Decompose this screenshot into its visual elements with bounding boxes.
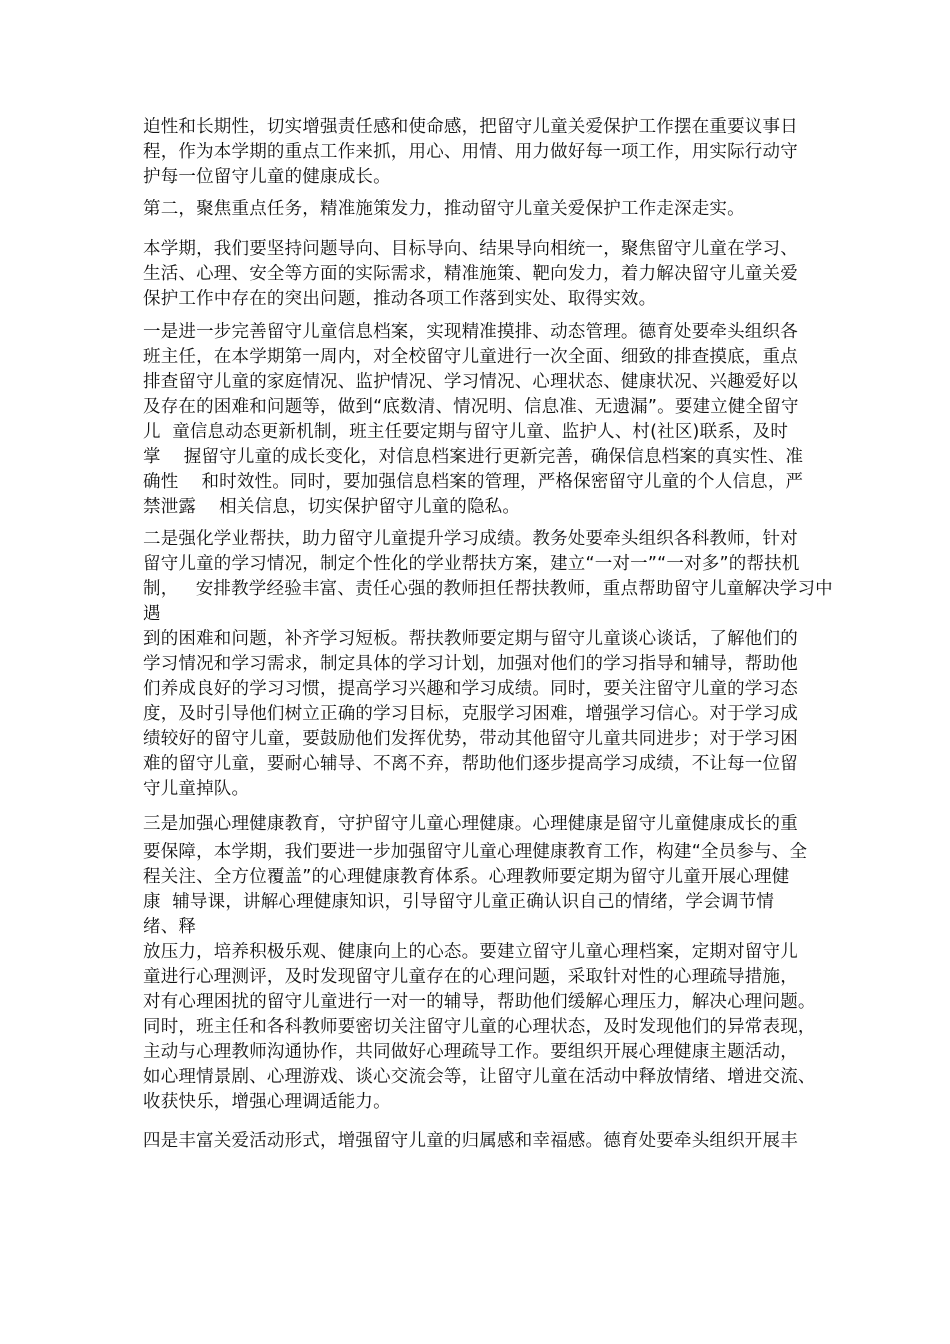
text-line: 保护工作中存在的突出问题，推动各项工作落到实处、取得实效。 xyxy=(143,289,657,309)
text-line: 掌 握留守儿童的成长变化，对信息档案进行更新完善，确保信息档案的真实性、准 xyxy=(143,447,804,467)
text-line: 本学期，我们要坚持问题导向、目标导向、结果导向相统一，聚焦留守儿童在学习、 xyxy=(143,239,798,259)
text-line: 们养成良好的学习习惯，提高学习兴趣和学习成绩。同时，要关注留守儿童的学习态 xyxy=(143,679,798,699)
text-line: 到的困难和问题，补齐学习短板。帮扶教师要定期与留守儿童谈心谈话，了解他们的 xyxy=(143,629,798,649)
text-line: 一是进一步完善留守儿童信息档案，实现精准摸排、动态管理。德育处要牵头组织各 xyxy=(143,322,798,342)
text-line: 同时，班主任和各科教师要密切关注留守儿童的心理状态，及时发现他们的异常表现， xyxy=(143,1017,816,1037)
text-line: 程关注、全方位覆盖”的心理健康教育体系。心理教师要定期为留守儿童开展心理健 xyxy=(143,867,790,887)
text-line: 绪、释 xyxy=(143,917,197,937)
text-line: 难的留守儿童，要耐心辅导、不离不弃，帮助他们逐步提高学习成绩，不让每一位留 xyxy=(143,754,798,774)
text-line: 留守儿童的学习情况，制定个性化的学业帮扶方案，建立“一对一”“一对多”的帮扶机 xyxy=(143,554,800,574)
text-line: 放压力，培养积极乐观、健康向上的心态。要建立留守儿童心理档案，定期对留守儿 xyxy=(143,942,798,962)
text-line: 程，作为本学期的重点工作来抓，用心、用情、用力做好每一项工作，用实际行动守 xyxy=(143,142,798,162)
text-line: 制， 安排教学经验丰富、责任心强的教师担任帮扶教师，重点帮助留守儿童解决学习中 xyxy=(143,579,833,599)
text-line: 班主任，在本学期第一周内，对全校留守儿童进行一次全面、细致的排查摸底，重点 xyxy=(143,347,798,367)
text-line: 度，及时引导他们树立正确的学习目标，克服学习困难，增强学习信心。对于学习成 xyxy=(143,704,798,724)
text-line: 二是强化学业帮扶，助力留守儿童提升学习成绩。教务处要牵头组织各科教师，针对 xyxy=(143,529,798,549)
text-line: 及存在的困难和问题等，做到“底数清、情况明、信息准、无遗漏”。要建立健全留守 xyxy=(143,397,799,417)
text-line: 如心理情景剧、心理游戏、谈心交流会等，让留守儿童在活动中释放情绪、增进交流、 xyxy=(143,1067,816,1087)
text-line: 确性 和时效性。同时，要加强信息档案的管理，严格保密留守儿童的个人信息，严 xyxy=(143,472,804,492)
text-line: 第二，聚焦重点任务，精准施策发力，推动留守儿童关爱保护工作走深走实。 xyxy=(143,199,745,219)
text-line: 禁泄露 相关信息，切实保护留守儿童的隐私。 xyxy=(143,497,521,517)
text-line: 排查留守儿童的家庭情况、监护情况、学习情况、心理状态、健康状况、兴趣爱好以 xyxy=(143,372,798,392)
text-line: 遇 xyxy=(143,604,161,624)
text-line: 对有心理困扰的留守儿童进行一对一的辅导，帮助他们缓解心理压力，解决心理问题。 xyxy=(143,992,816,1012)
text-line: 儿 童信息动态更新机制，班主任要定期与留守儿童、监护人、村(社区)联系，及时 xyxy=(143,422,789,442)
text-line: 四是丰富关爱活动形式，增强留守儿童的归属感和幸福感。德育处要牵头组织开展丰 xyxy=(143,1131,798,1151)
text-line: 收获快乐，增强心理调适能力。 xyxy=(143,1092,391,1112)
text-line: 主动与心理教师沟通协作，共同做好心理疏导工作。要组织开展心理健康主题活动， xyxy=(143,1042,798,1062)
text-line: 三是加强心理健康教育，守护留守儿童心理健康。心理健康是留守儿童健康成长的重 xyxy=(143,814,798,834)
text-line: 守儿童掉队。 xyxy=(143,779,250,799)
text-line: 要保障，本学期，我们要进一步加强留守儿童心理健康教育工作，构建“全员参与、全 xyxy=(143,842,808,862)
text-line: 迫性和长期性，切实增强责任感和使命感，把留守儿童关爱保护工作摆在重要议事日 xyxy=(143,117,798,137)
text-line: 童进行心理测评，及时发现留守儿童存在的心理问题，采取针对性的心理疏导措施， xyxy=(143,967,798,987)
text-line: 康 辅导课，讲解心理健康知识，引导留守儿童正确认识自己的情绪，学会调节情 xyxy=(143,892,775,912)
text-line: 学习情况和学习需求，制定具体的学习计划，加强对他们的学习指导和辅导，帮助他 xyxy=(143,654,798,674)
text-line: 绩较好的留守儿童，要鼓励他们发挥优势，带动其他留守儿童共同进步；对于学习困 xyxy=(143,729,798,749)
text-line: 护每一位留守儿童的健康成长。 xyxy=(143,167,391,187)
text-line: 生活、心理、安全等方面的实际需求，精准施策、靶向发力，着力解决留守儿童关爱 xyxy=(143,264,798,284)
